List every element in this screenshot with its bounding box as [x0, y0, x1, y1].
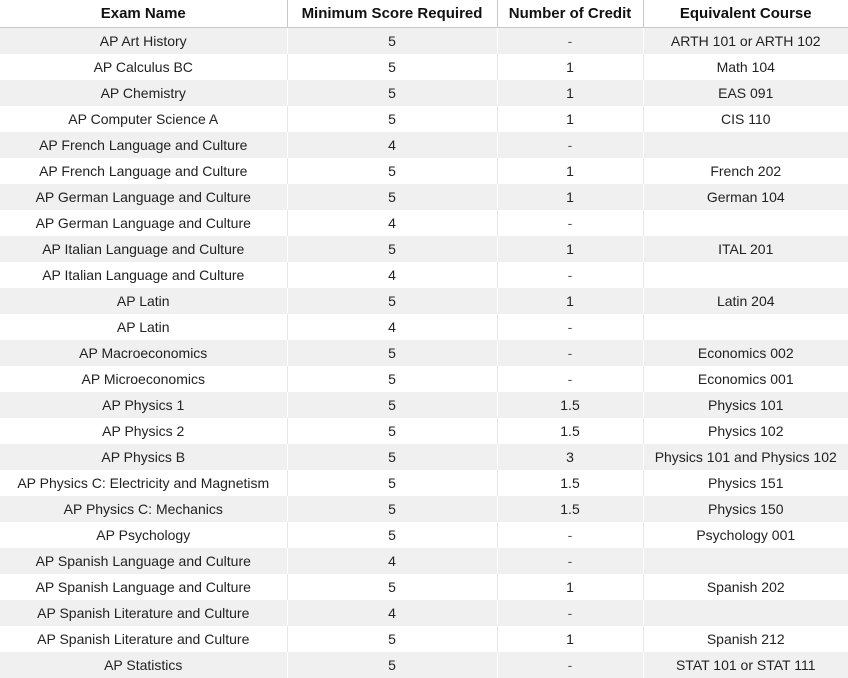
- cell-min-score: 5: [287, 184, 497, 210]
- cell-credits: -: [497, 262, 643, 288]
- cell-equivalent-course: [643, 548, 848, 574]
- cell-equivalent-course: Spanish 202: [643, 574, 848, 600]
- table-row: [0, 236, 848, 262]
- cell-credits: -: [497, 132, 643, 158]
- cell-equivalent-course: German 104: [643, 184, 848, 210]
- cell-min-score: 4: [287, 314, 497, 340]
- cell-exam-name: AP Calculus BC: [0, 54, 287, 80]
- table-row: [0, 418, 848, 444]
- cell-exam-name: AP Computer Science A: [0, 106, 287, 132]
- cell-exam-name: AP Physics 1: [0, 392, 287, 418]
- cell-exam-name: AP German Language and Culture: [0, 184, 287, 210]
- cell-exam-name: AP Physics C: Electricity and Magnetism: [0, 470, 287, 496]
- cell-min-score: 5: [287, 470, 497, 496]
- cell-credits: 1: [497, 106, 643, 132]
- header-credits: Number of Credit: [497, 0, 643, 28]
- table-row: [0, 444, 848, 470]
- cell-credits: 1: [497, 80, 643, 106]
- cell-credits: -: [497, 28, 643, 54]
- table-row: [0, 80, 848, 106]
- table-row: [0, 288, 848, 314]
- cell-min-score: 5: [287, 236, 497, 262]
- cell-exam-name: AP Spanish Literature and Culture: [0, 600, 287, 626]
- cell-exam-name: AP Art History: [0, 28, 287, 54]
- table-row: [0, 158, 848, 184]
- table-row: [0, 340, 848, 366]
- cell-exam-name: AP Spanish Language and Culture: [0, 548, 287, 574]
- cell-credits: 1: [497, 54, 643, 80]
- header-row: [0, 0, 848, 28]
- cell-equivalent-course: ITAL 201: [643, 236, 848, 262]
- table-body: [0, 28, 848, 678]
- table-row: [0, 652, 848, 678]
- cell-exam-name: AP French Language and Culture: [0, 158, 287, 184]
- cell-credits: 1.5: [497, 496, 643, 522]
- cell-min-score: 4: [287, 132, 497, 158]
- table-row: [0, 210, 848, 236]
- table-row: [0, 314, 848, 340]
- cell-equivalent-course: [643, 314, 848, 340]
- cell-credits: 1: [497, 184, 643, 210]
- cell-equivalent-course: Physics 151: [643, 470, 848, 496]
- cell-equivalent-course: Physics 101: [643, 392, 848, 418]
- cell-min-score: 5: [287, 418, 497, 444]
- cell-credits: -: [497, 548, 643, 574]
- cell-exam-name: AP Spanish Literature and Culture: [0, 626, 287, 652]
- cell-equivalent-course: [643, 210, 848, 236]
- cell-equivalent-course: [643, 600, 848, 626]
- cell-min-score: 5: [287, 28, 497, 54]
- cell-min-score: 5: [287, 496, 497, 522]
- cell-exam-name: AP Physics 2: [0, 418, 287, 444]
- cell-equivalent-course: CIS 110: [643, 106, 848, 132]
- table-row: [0, 366, 848, 392]
- cell-min-score: 5: [287, 288, 497, 314]
- cell-equivalent-course: Economics 002: [643, 340, 848, 366]
- cell-credits: -: [497, 340, 643, 366]
- header-min-score: Minimum Score Required: [287, 0, 497, 28]
- cell-min-score: 5: [287, 106, 497, 132]
- cell-min-score: 5: [287, 444, 497, 470]
- table-row: [0, 28, 848, 54]
- cell-credits: 3: [497, 444, 643, 470]
- table-row: [0, 522, 848, 548]
- cell-credits: -: [497, 366, 643, 392]
- cell-min-score: 5: [287, 366, 497, 392]
- header-exam-name: Exam Name: [0, 0, 287, 28]
- cell-min-score: 5: [287, 340, 497, 366]
- cell-equivalent-course: EAS 091: [643, 80, 848, 106]
- cell-equivalent-course: Spanish 212: [643, 626, 848, 652]
- cell-equivalent-course: French 202: [643, 158, 848, 184]
- cell-equivalent-course: STAT 101 or STAT 111: [643, 652, 848, 678]
- cell-equivalent-course: Physics 101 and Physics 102: [643, 444, 848, 470]
- cell-equivalent-course: Physics 150: [643, 496, 848, 522]
- cell-equivalent-course: ARTH 101 or ARTH 102: [643, 28, 848, 54]
- cell-credits: -: [497, 210, 643, 236]
- cell-exam-name: AP Microeconomics: [0, 366, 287, 392]
- cell-min-score: 5: [287, 574, 497, 600]
- cell-min-score: 4: [287, 210, 497, 236]
- cell-min-score: 5: [287, 158, 497, 184]
- cell-credits: 1.5: [497, 418, 643, 444]
- table-row: [0, 184, 848, 210]
- table-row: [0, 262, 848, 288]
- cell-exam-name: AP Physics B: [0, 444, 287, 470]
- cell-equivalent-course: Math 104: [643, 54, 848, 80]
- cell-exam-name: AP Italian Language and Culture: [0, 262, 287, 288]
- cell-exam-name: AP Statistics: [0, 652, 287, 678]
- cell-credits: 1.5: [497, 470, 643, 496]
- cell-equivalent-course: [643, 262, 848, 288]
- cell-credits: -: [497, 314, 643, 340]
- cell-min-score: 5: [287, 54, 497, 80]
- cell-credits: 1: [497, 158, 643, 184]
- cell-exam-name: AP Spanish Language and Culture: [0, 574, 287, 600]
- cell-min-score: 5: [287, 626, 497, 652]
- cell-credits: 1: [497, 626, 643, 652]
- cell-credits: 1: [497, 236, 643, 262]
- cell-min-score: 5: [287, 652, 497, 678]
- cell-exam-name: AP French Language and Culture: [0, 132, 287, 158]
- cell-exam-name: AP Psychology: [0, 522, 287, 548]
- cell-equivalent-course: Physics 102: [643, 418, 848, 444]
- table-row: [0, 496, 848, 522]
- header-equivalent-course: Equivalent Course: [643, 0, 848, 28]
- cell-exam-name: AP Latin: [0, 314, 287, 340]
- table-row: [0, 626, 848, 652]
- cell-min-score: 5: [287, 80, 497, 106]
- table-row: [0, 54, 848, 80]
- cell-exam-name: AP Italian Language and Culture: [0, 236, 287, 262]
- table-row: [0, 600, 848, 626]
- table-row: [0, 574, 848, 600]
- cell-min-score: 4: [287, 262, 497, 288]
- table-row: [0, 132, 848, 158]
- cell-credits: 1: [497, 288, 643, 314]
- cell-credits: 1.5: [497, 392, 643, 418]
- cell-exam-name: AP Macroeconomics: [0, 340, 287, 366]
- cell-min-score: 5: [287, 522, 497, 548]
- table-row: [0, 470, 848, 496]
- cell-equivalent-course: Economics 001: [643, 366, 848, 392]
- cell-equivalent-course: [643, 132, 848, 158]
- table-row: [0, 106, 848, 132]
- cell-credits: -: [497, 652, 643, 678]
- table-header: [0, 0, 848, 28]
- cell-exam-name: AP Physics C: Mechanics: [0, 496, 287, 522]
- cell-equivalent-course: Psychology 001: [643, 522, 848, 548]
- cell-exam-name: AP German Language and Culture: [0, 210, 287, 236]
- table-row: [0, 392, 848, 418]
- cell-equivalent-course: Latin 204: [643, 288, 848, 314]
- cell-min-score: 4: [287, 600, 497, 626]
- cell-min-score: 5: [287, 392, 497, 418]
- cell-exam-name: AP Latin: [0, 288, 287, 314]
- cell-credits: -: [497, 522, 643, 548]
- cell-min-score: 4: [287, 548, 497, 574]
- cell-credits: 1: [497, 574, 643, 600]
- cell-credits: -: [497, 600, 643, 626]
- cell-exam-name: AP Chemistry: [0, 80, 287, 106]
- table-row: [0, 548, 848, 574]
